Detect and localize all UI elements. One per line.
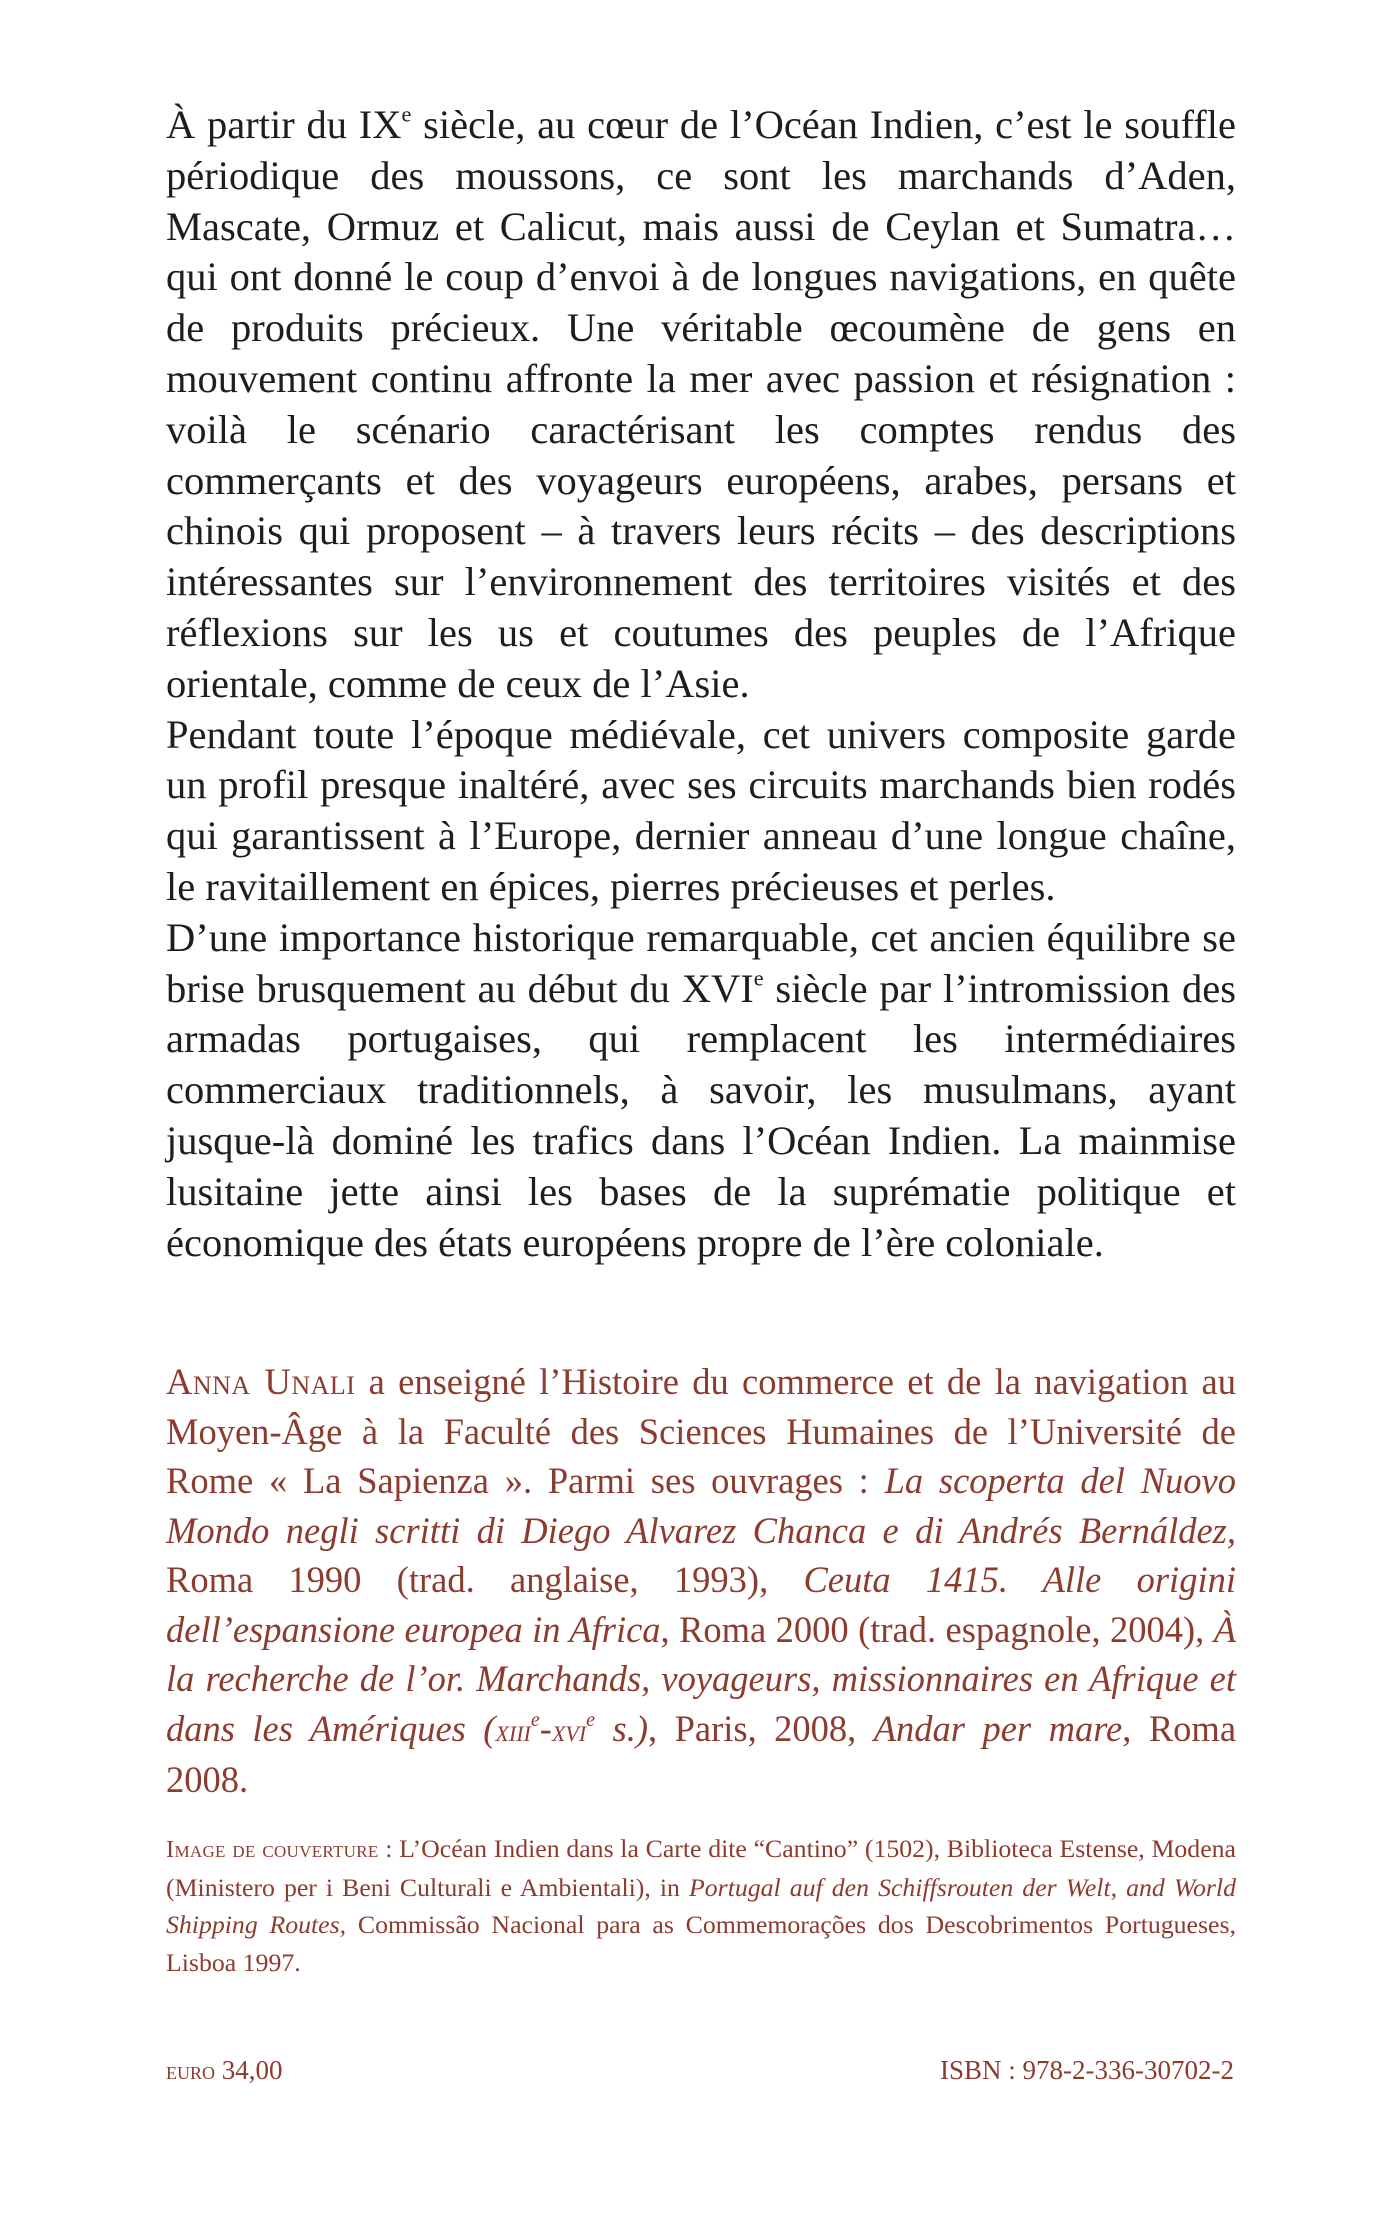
book-title: Andar per mare: [873, 1707, 1123, 1749]
summary-paragraph-3: D’une importance historique remarquable, cet ancien équilibre se brise brusquement au début du XVIe siècle par l’intromission des armadas portugaises, qui remplacent les intermédiaires commerciaux traditionnels, à savoir, les musulmans, ayant jusque-là dominé les trafics dans l’Océan Indien. La mainmise lusitaine jette ainsi les bases de la suprématie politique et économique des états européens propre de l’ère coloniale.: [166, 914, 1236, 1265]
summary-paragraph-2: Pendant toute l’époque médiévale, cet univers composite garde un profil presque inaltéré, avec ses circuits marchands bien rodés qui garantissent à l’Europe, dernier anneau d’une longue chaîne, le ravitaillement en épices, pierres précieuses et perles.: [166, 711, 1236, 909]
cover-credit: Image de couverture : L’Océan Indien dans la Carte dite “Cantino” (1502), Biblioteca Estense, Modena (Ministero per i Beni Culturali e Ambientali), in Portugal auf den Schiffsrouten der Welt, and World Shipping Routes, Commissão Nacional para as Commemorações dos Descobrimentos Portugueses, Lisboa 1997.: [166, 1834, 1236, 1977]
source-title: Portugal auf den Schiffsrouten der Welt, and World Shipping Routes,: [166, 1872, 1236, 1939]
summary-text: [166, 100, 1236, 1268]
cover-credit-label: Image de couverture: [166, 1836, 379, 1863]
author-name: Anna Unali: [166, 1361, 356, 1402]
isbn: ISBN : 978-2-336-30702-2: [940, 2055, 1234, 2085]
book-title: À la recherche de l’or. Marchands, voyageurs, missionnaires en Afrique et dans les Amériques (xiii$^e$-xvi$^e$ s.): [166, 1608, 1236, 1749]
book-title: La scoperta del Nuovo Mondo negli scritti di Diego Alvarez Chanca e di Andrés Bernáldez,: [166, 1460, 1237, 1551]
price-currency: euro: [166, 2056, 215, 2085]
price: [166, 2052, 283, 2089]
summary-paragraph-1: À partir du IXe siècle, au cœur de l’Océan Indien, c’est le souffle périodique des moussons, ce sont les marchands d’Aden, Mascate, Ormuz et Calicut, mais aussi de Ceylan et Sumatra… qui ont donné le coup d’envoi à de longues navigations, en quête de produits précieux. Une véritable œcoumène de gens en mouvement continu affronte la mer avec passion et résignation : voilà le scénario caractérisant les comptes rendus des commerçants et des voyageurs européens, arabes, persans et chinois qui proposent – à travers leurs récits – des descriptions intéressantes sur l’environnement des territoires visités et des réflexions sur les us et coutumes des peuples de l’Afrique orientale, comme de ceux de l’Asie.: [166, 101, 1237, 706]
price-value: 34,00: [215, 2055, 283, 2085]
author-bio: Anna Unali a enseigné l’Histoire du commerce et de la navigation au Moyen-Âge à la Faculté des Sciences Humaines de l’Université de Rome « La Sapienza ». Parmi ses ouvrages : La scoperta del Nuovo Mondo negli scritti di Diego Alvarez Chanca e di Andrés Bernáldez, Roma 1990 (trad. anglaise, 1993), Ceuta 1415. Alle origini dell’espansione europea in Africa, Roma 2000 (trad. espagnole, 2004), À la recherche de l’or. Marchands, voyageurs, missionnaires en Afrique et dans les Amériques (xiii$^e$-xvi$^e$ s.), Paris, 2008, Andar per mare, Roma 2008.: [166, 1361, 1237, 1800]
book-title: Ceuta 1415. Alle origini dell’espansione europea in Africa: [166, 1559, 1236, 1650]
